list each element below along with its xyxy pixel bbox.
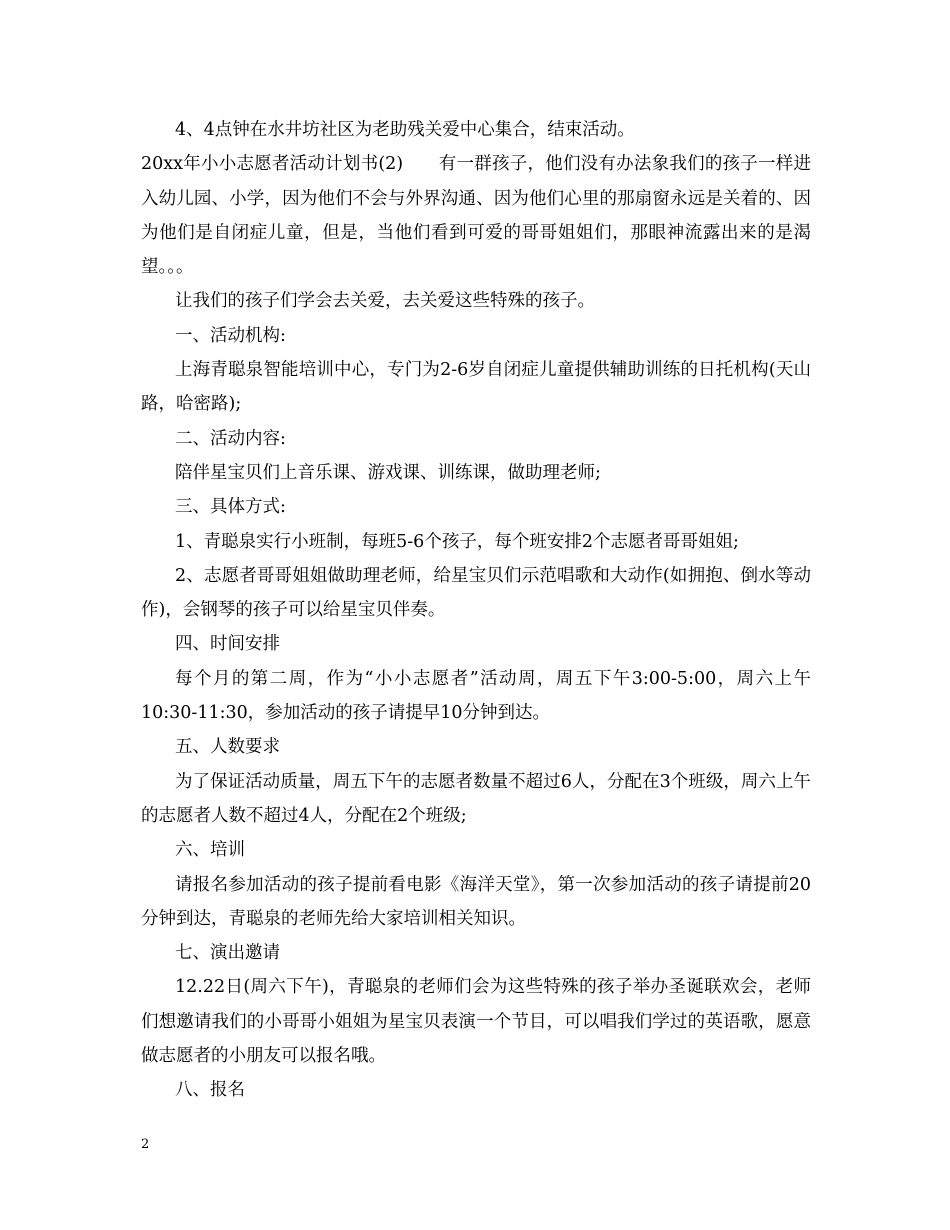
paragraph-method-1: 1、青聪泉实行小班制，每班5-6个孩子，每个班安排2个志愿者哥哥姐姐;: [175, 531, 739, 552]
page-number: 2: [141, 1137, 150, 1152]
paragraph-content: 陪伴星宝贝们上音乐课、游戏课、训练课，做助理老师;: [175, 462, 601, 483]
heading-schedule: 四、时间安排: [175, 634, 280, 655]
heading-performance: 七、演出邀请: [175, 943, 280, 964]
paragraph-performance: 12.22日(周六下午)，青聪泉的老师们会为这些特殊的孩子举办圣诞联欢会，老师们想邀请我们的小哥哥小姐姐为星宝贝表演一个节目，可以唱我们学过的英语歌，愿意做志愿者的小朋友可以报名哦。: [141, 977, 811, 1067]
paragraph-training: 请报名参加活动的孩子提前看电影《海洋天堂》，第一次参加活动的孩子请提前20分钟到达，青聪泉的老师先给大家培训相关知识。: [141, 874, 811, 929]
paragraph-step-4: 4、4点钟在水井坊社区为老助残关爱中心集合，结束活动。: [175, 120, 635, 140]
heading-registration: 八、报名: [175, 1080, 245, 1101]
paragraph-organization: 上海青聪泉智能培训中心，专门为2-6岁自闭症儿童提供辅助训练的日托机构(天山路，哈密路);: [141, 360, 811, 415]
document-body: [141, 113, 811, 1108]
paragraph-plan-title-intro: 20xx年小小志愿者活动计划书(2) 有一群孩子，他们没有办法象我们的孩子一样进入幼儿园、小学，因为他们不会与外界沟通、因为他们心里的那扇窗永远是关着的、因为他们是自闭症儿童，但是，当他们看到可爱的哥哥姐姐们，那眼神流露出来的是渴望。。。: [141, 154, 811, 278]
heading-training: 六、培训: [175, 840, 245, 861]
heading-content: 二、活动内容:: [175, 428, 286, 449]
paragraph-schedule: 每个月的第二周，作为“小小志愿者”活动周，周五下午3:00-5:00，周六上午10:30-11:30，参加活动的孩子请提早10分钟到达。: [141, 668, 811, 724]
paragraph-purpose: 让我们的孩子们学会去关爱，去关爱这些特殊的孩子。: [175, 291, 595, 312]
heading-method: 三、具体方式:: [175, 497, 286, 518]
heading-headcount: 五、人数要求: [175, 737, 280, 758]
heading-organization: 一、活动机构:: [175, 325, 286, 346]
paragraph-headcount: 为了保证活动质量，周五下午的志愿者数量不超过6人，分配在3个班级，周六上午的志愿者人数不超过4人，分配在2个班级;: [141, 771, 811, 826]
paragraph-method-2: 2、志愿者哥哥姐姐做助理老师，给星宝贝们示范唱歌和大动作(如拥抱、倒水等动作)，会钢琴的孩子可以给星宝贝伴奏。: [141, 565, 811, 621]
